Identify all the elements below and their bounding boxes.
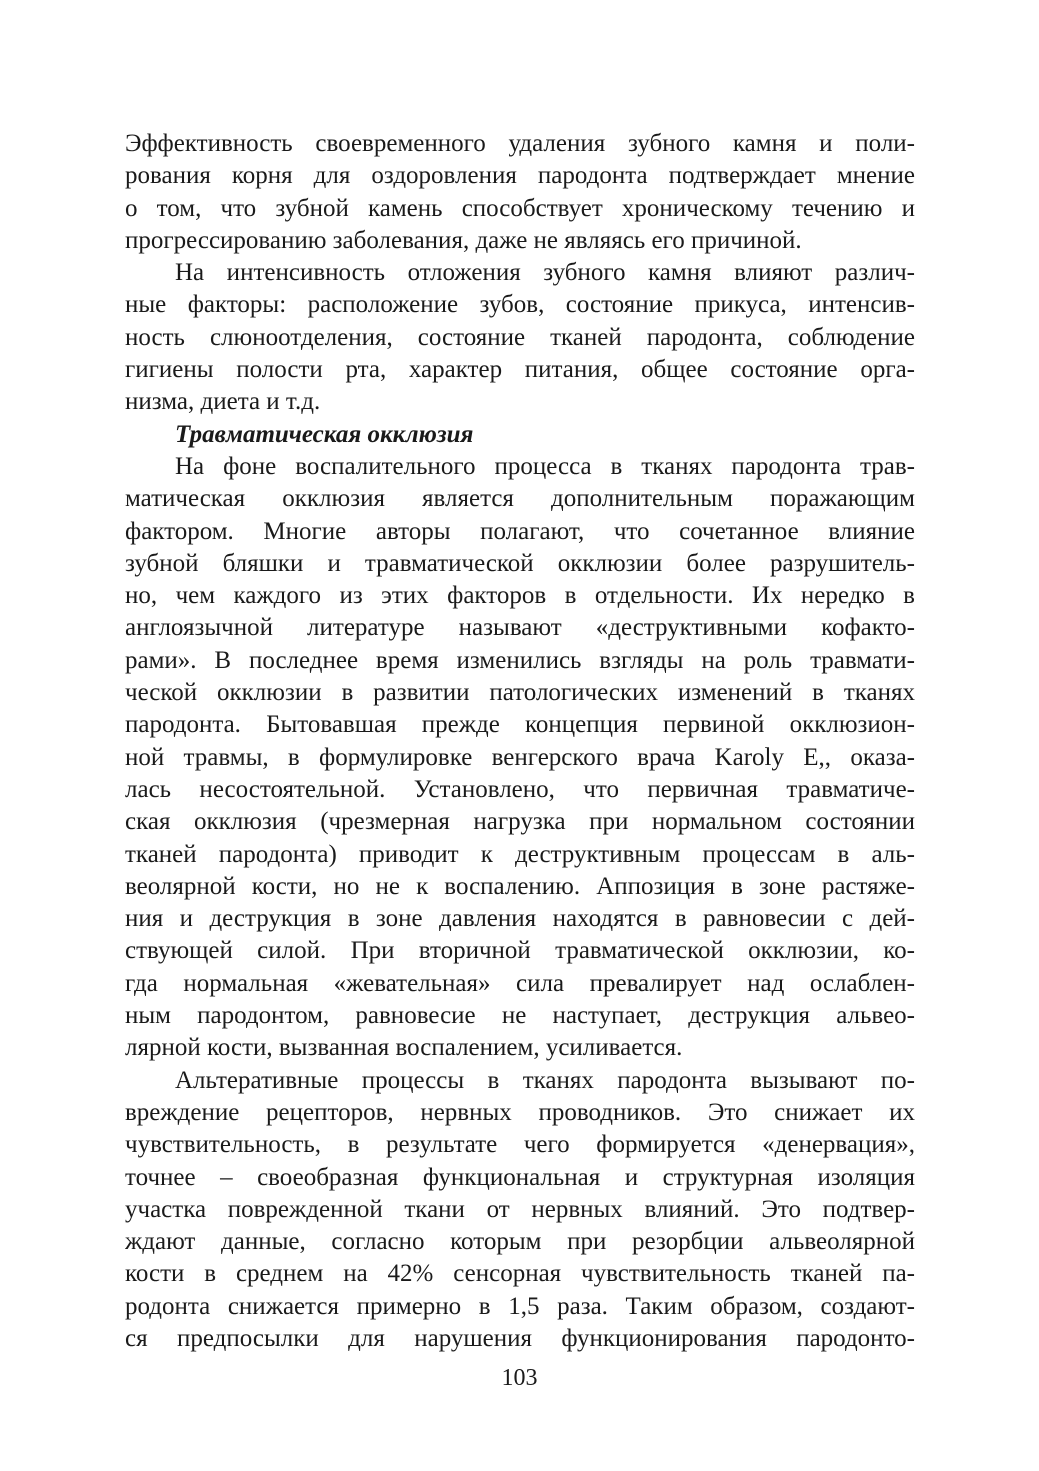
text-line: ствующей силой. При вторичной травматической окклюзии, ко- [125,937,915,965]
text-line: ся предпосылки для нарушения функционирования пародонто- [125,1324,915,1352]
text-line: чувствительность, в результате чего формируется «денервация», [125,1131,915,1159]
text-line: На фоне воспалительного процесса в тканях пародонта трав- [175,452,915,480]
paragraph-1 [125,128,915,257]
text-line: точнее – своеобразная функциональная и структурная изоляция [125,1163,915,1191]
text-line: кости в среднем на 42% сенсорная чувствительность тканей па- [125,1260,915,1288]
paragraph-2 [125,257,915,418]
text-line: ным пародонтом, равновесие не наступает, деструкция альвео- [125,1002,915,1030]
text-line: фактором. Многие авторы полагают, что сочетанное влияние [125,517,915,545]
text-line: тканей пародонта) приводит к деструктивным процессам в аль- [125,840,915,868]
paragraph-3 [125,451,915,1065]
text-line: рования корня для оздоровления пародонта подтверждает мнение [125,162,915,190]
text-line: На интенсивность отложения зубного камня влияют различ- [175,259,915,287]
page-number: 103 [501,1365,538,1391]
text-line: гигиены полости рта, характер питания, общее состояние орга- [125,356,915,384]
text-line: ская окклюзия (чрезмерная нагрузка при нормальном состоянии [125,808,915,836]
text-line: Альтеративные процессы в тканях пародонта вызывают по- [175,1066,915,1094]
text-line: Эффективность своевременного удаления зубного камня и поли- [125,130,915,157]
text-line: веолярной кости, но не к воспалению. Аппозиция в зоне растяже- [125,872,915,900]
text-line: родонта снижается примерно в 1,5 раза. Таким образом, создают- [125,1292,915,1320]
text-line: матическая окклюзия является дополнительным поражающим [125,485,915,513]
text-line: лярной кости, вызванная воспалением, усиливается. [125,1034,683,1062]
text-line: лась несостоятельной. Установлено, что первичная травматиче- [125,775,915,803]
text-line: ческой окклюзии в развитии патологических изменений в тканях [125,679,915,707]
section-heading: Травматическая окклюзия [175,420,474,448]
text-line: вреждение рецепторов, нервных проводников. Это снижает их [125,1098,915,1126]
text-line: но, чем каждого из этих факторов в отдельности. Их нередко в [125,582,915,610]
text-line: рами». В последнее время изменились взгляды на роль травмати- [125,646,915,674]
text-line: ной травмы, в формулировке венгерского врача Karoly E,, оказа- [125,743,915,771]
text-line: участка поврежденной ткани от нервных влияний. Это подтвер- [125,1195,915,1223]
page-body [125,128,915,1355]
text-line: ные факторы: расположение зубов, состояние прикуса, интенсив- [125,291,915,319]
text-line: прогрессированию заболевания, даже не являясь его причиной. [125,226,802,254]
text-line: зубной бляшки и травматической окклюзии более разрушитель- [125,549,915,577]
text-line: низма, диета и т.д. [125,388,321,416]
text-line: англоязычной литературе называют «деструктивными кофакто- [125,614,915,642]
text-line: пародонта. Бытовавшая прежде концепция первиной окклюзион- [125,711,915,739]
paragraph-4 [125,1065,915,1356]
text-line: ность слюноотделения, состояние тканей пародонта, соблюдение [125,323,915,351]
text-line: ждают данные, согласно которым при резорбции альвеолярной [125,1228,915,1256]
text-line: о том, что зубной камень способствует хроническому течению и [125,194,915,222]
text-line: гда нормальная «жевательная» сила превалирует над ослаблен- [125,969,915,997]
text-line: ния и деструкция в зоне давления находятся в равновесии с дей- [125,905,915,933]
